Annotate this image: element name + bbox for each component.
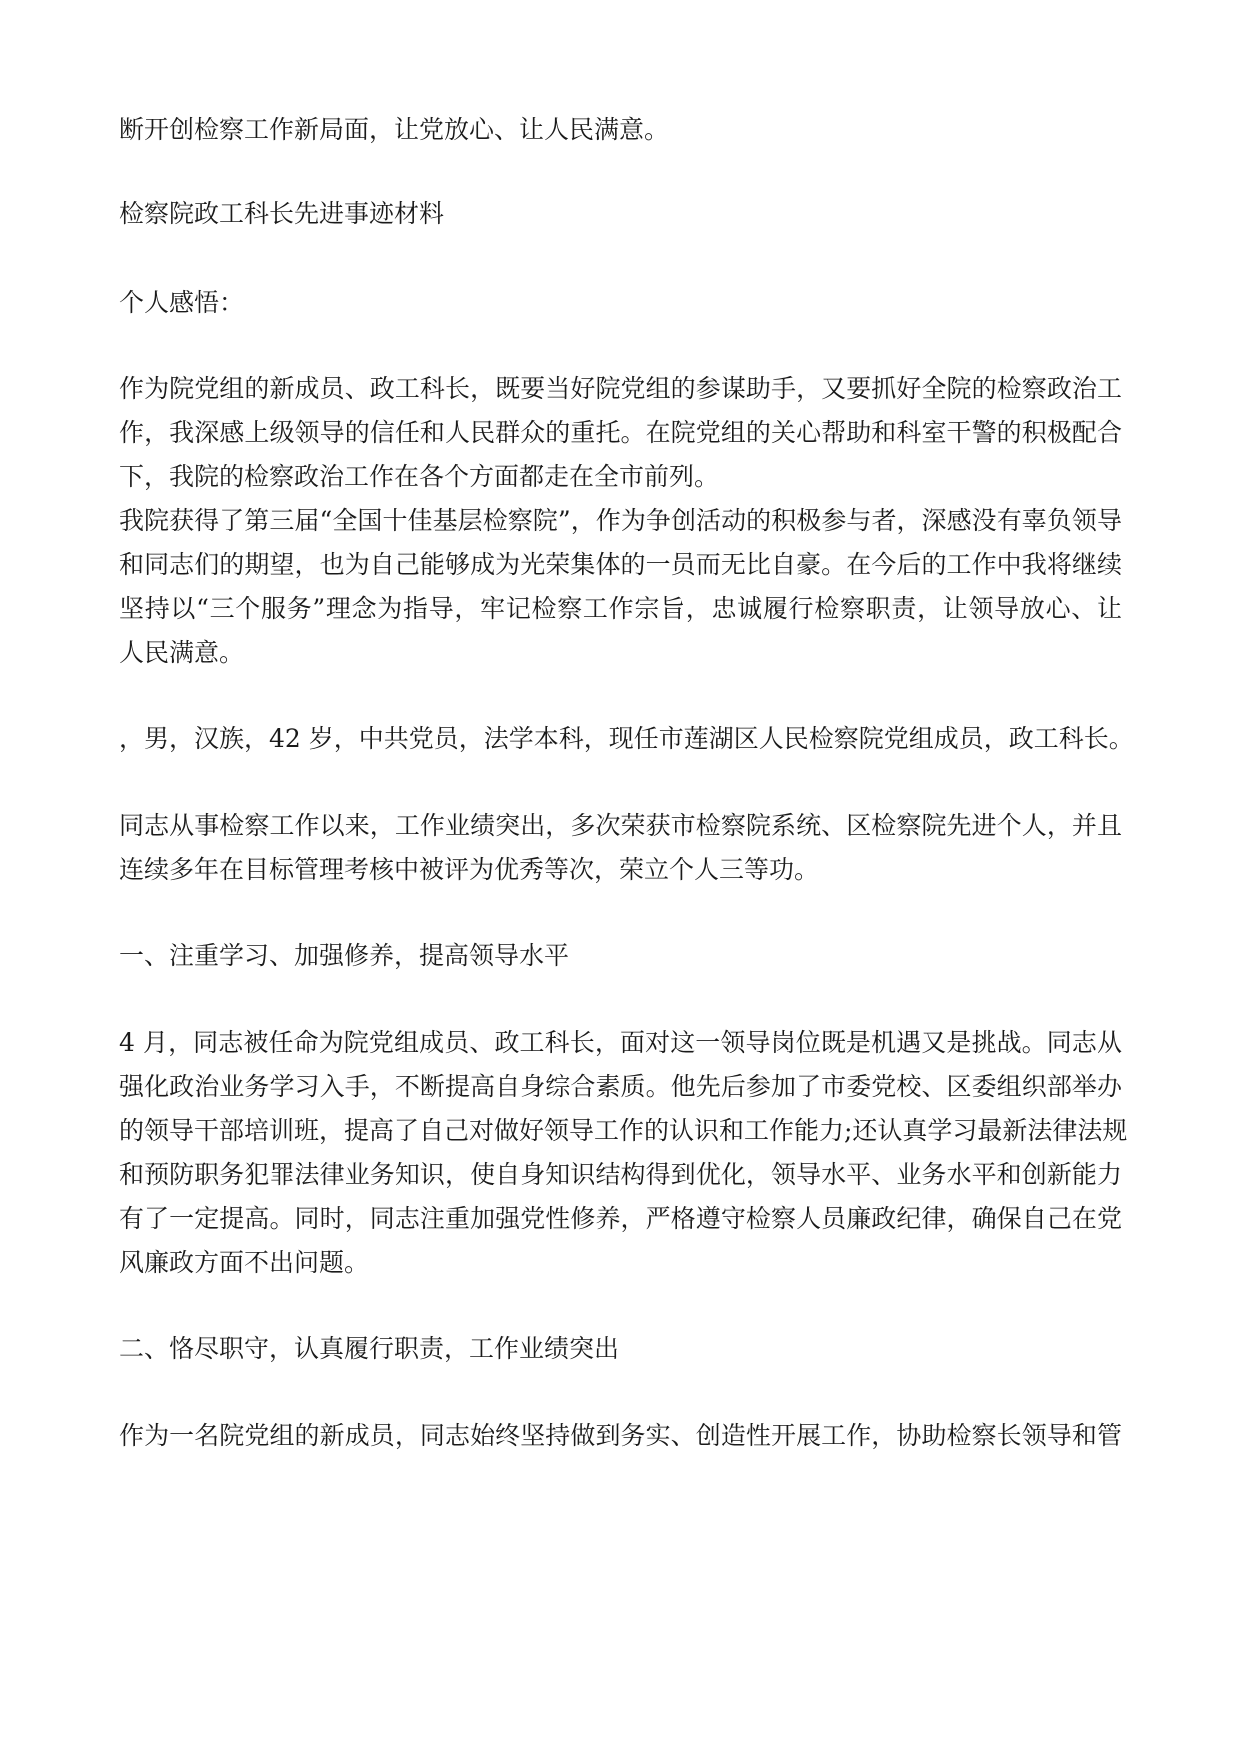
text-line: 作，我深感上级领导的信任和人民群众的重托。在院党组的关心帮助和科室干警的积极配合 <box>119 418 1122 447</box>
text-line: 风廉政方面不出问题。 <box>119 1248 370 1277</box>
text-line: 人民满意。 <box>119 638 245 667</box>
text-line: 和同志们的期望，也为自己能够成为光荣集体的一员而无比自豪。在今后的工作中我将继续 <box>119 550 1122 579</box>
text-line: ，男，汉族，42 岁，中共党员，法学本科，现任市莲湖区人民检察院党组成员，政工科长。 <box>119 724 1134 753</box>
section-title: 检察院政工科长先进事迹材料 <box>119 199 445 228</box>
text-line: 我院获得了第三届“全国十佳基层检察院”，作为争创活动的积极参与者，深感没有辜负领导 <box>119 506 1122 535</box>
text-line: 4 月，同志被任命为院党组成员、政工科长，面对这一领导岗位既是机遇又是挑战。同志从 <box>119 1028 1122 1057</box>
text-line: 下，我院的检察政治工作在各个方面都走在全市前列。 <box>119 462 720 491</box>
text-line: 和预防职务犯罪法律业务知识，使自身知识结构得到优化，领导水平、业务水平和创新能力 <box>119 1160 1122 1189</box>
text-line: 作为一名院党组的新成员，同志始终坚持做到务实、创造性开展工作，协助检察长领导和管 <box>119 1421 1122 1450</box>
text-line: 坚持以“三个服务”理念为指导，牢记检察工作宗旨，忠诚履行检察职责，让领导放心、让 <box>119 594 1122 623</box>
text-line: 强化政治业务学习入手，不断提高自身综合素质。他先后参加了市委党校、区委组织部举办 <box>119 1072 1122 1101</box>
section-heading: 二、恪尽职守，认真履行职责，工作业绩突出 <box>119 1334 620 1363</box>
text-line: 的领导干部培训班，提高了自己对做好领导工作的认识和工作能力;还认真学习最新法律法规 <box>119 1116 1128 1145</box>
text-line: 同志从事检察工作以来，工作业绩突出，多次荣获市检察院系统、区检察院先进个人，并且 <box>119 811 1122 840</box>
text-line: 个人感悟： <box>119 288 245 317</box>
text-line: 连续多年在目标管理考核中被评为优秀等次，荣立个人三等功。 <box>119 855 820 884</box>
section-heading: 一、注重学习、加强修养，提高领导水平 <box>119 941 570 970</box>
text-line: 有了一定提高。同时，同志注重加强党性修养，严格遵守检察人员廉政纪律，确保自己在党 <box>119 1204 1122 1233</box>
text-line: 断开创检察工作新局面，让党放心、让人民满意。 <box>119 115 670 144</box>
text-line: 作为院党组的新成员、政工科长，既要当好院党组的参谋助手，又要抓好全院的检察政治工 <box>119 374 1122 403</box>
